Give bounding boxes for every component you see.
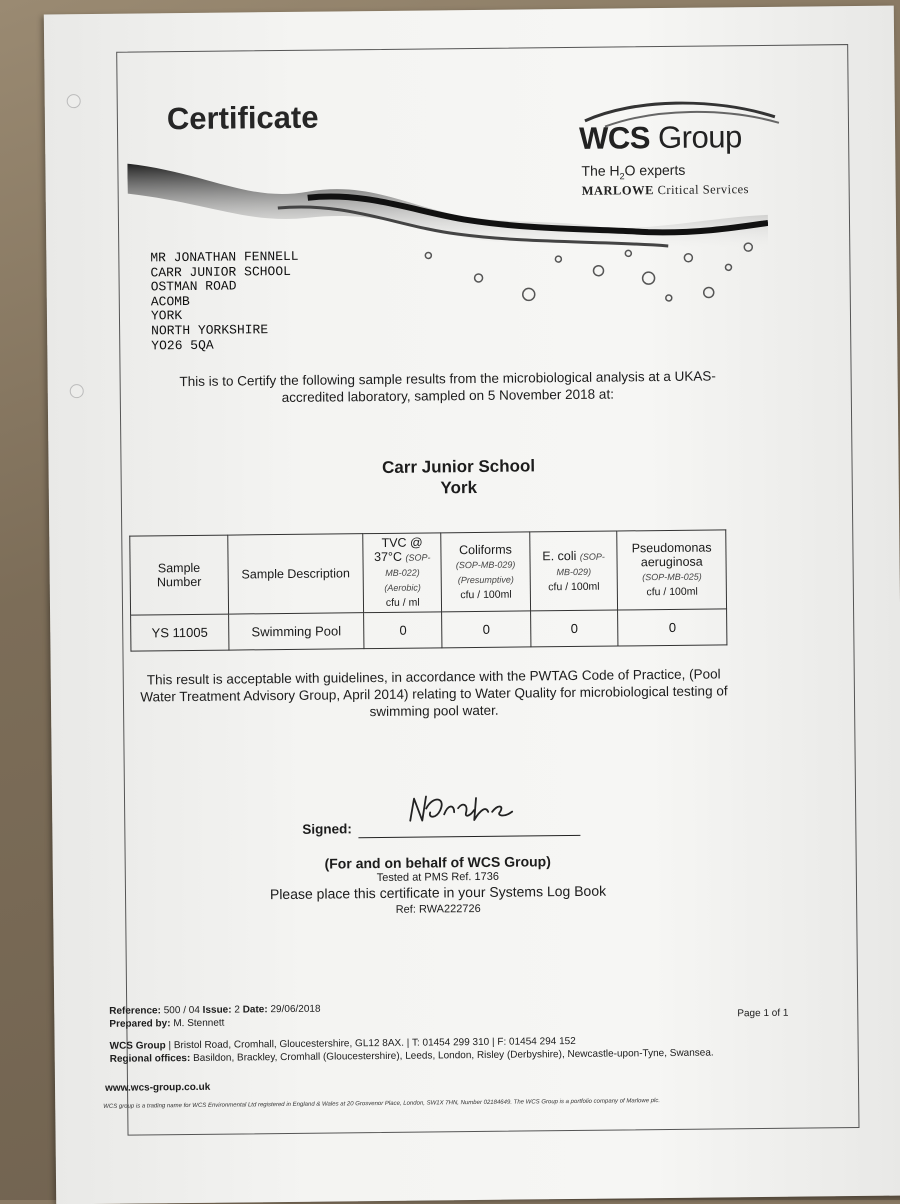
on-behalf-text: (For and on behalf of WCS Group) (324, 853, 551, 872)
header-ecoli-unit: cfu / 100ml (548, 580, 600, 593)
header-pseudomonas (617, 530, 726, 610)
regional-label: Regional offices: (109, 1053, 191, 1065)
reference-number: Ref: RWA222726 (395, 902, 481, 916)
table-row (131, 609, 727, 651)
issue-label: Issue: (202, 1004, 232, 1016)
logo-tagline-post: O experts (624, 161, 686, 179)
cell-ecoli: 0 (530, 610, 618, 647)
signed-label: Signed: (302, 821, 352, 837)
header-tvc (363, 533, 442, 613)
address-line: OSTMAN ROAD (150, 278, 237, 295)
logo-tagline-sub: 2 (619, 171, 625, 182)
reference-label: Reference: (109, 1005, 161, 1017)
wcs-group-logo (565, 99, 796, 211)
legal-notice: WCS group is a trading name for WCS Environmental Ltd registered in England & Wales at 20 Grosvenor Place, London, SW1X 7HN, Number 02184649. The WCS Group is a portfolio company of Marlowe plc. (103, 1098, 661, 1110)
logo-subbrand-rest: Critical Services (653, 182, 750, 198)
address-line: NORTH YORKSHIRE (151, 322, 269, 339)
address-line: MR JONATHAN FENNELL (150, 248, 299, 266)
header-ecoli-method: (SOP-MB-029) (556, 551, 605, 577)
header-sample-description: Sample Description (228, 534, 364, 614)
company-label: WCS Group (109, 1040, 166, 1052)
logo-tagline (581, 162, 685, 182)
cell-coliforms: 0 (442, 611, 531, 648)
header-ecoli-main: E. coli (542, 548, 577, 563)
logo-tagline-pre: The H (581, 162, 620, 179)
sample-location (248, 454, 668, 500)
reference-value: 500 / 04 (160, 1004, 203, 1017)
page-number: Page 1 of 1 (737, 1007, 789, 1020)
certification-intro: This is to Certify the following sample results from the microbiological analysis at a UKAS-accredited laboratory, sampled on 5 November 2018 at: (179, 368, 716, 406)
logo-subbrand (582, 182, 749, 199)
address-line: ACOMB (150, 293, 190, 310)
header-ecoli (530, 531, 619, 611)
tested-at-text: Tested at PMS Ref. 1736 (376, 870, 500, 885)
document-reference-block (109, 1003, 321, 1031)
header-sample-number: Sample Number (130, 535, 229, 615)
header-coliforms-note: (Presumptive) (457, 574, 514, 585)
certificate-page (44, 6, 900, 1204)
cell-tvc: 0 (364, 612, 443, 649)
header-tvc-unit: cfu / ml (385, 596, 420, 609)
company-address: | Bristol Road, Cromhall, Gloucestershire, GL12 8AX. | T: 01454 299 310 | F: 01454 294 152 (165, 1035, 576, 1052)
header-coliforms-method: (SOP-MB-029) (455, 559, 516, 570)
prepared-value: M. Stennett (170, 1017, 225, 1030)
header-coliforms (441, 532, 530, 612)
logo-brand-rest: Group (649, 119, 742, 156)
address-line: YORK (150, 308, 183, 324)
cell-sample-description: Swimming Pool (228, 613, 364, 650)
prepared-label: Prepared by: (109, 1018, 171, 1030)
log-book-instruction: Please place this certificate in your Systems Log Book (269, 882, 607, 903)
school-town: York (440, 477, 478, 498)
recipient-address (150, 250, 299, 354)
cell-pseudomonas: 0 (618, 609, 727, 646)
address-line: CARR JUNIOR SCHOOL (150, 263, 292, 280)
header-coliforms-unit: cfu / 100ml (460, 588, 512, 601)
handwritten-signature (404, 789, 524, 830)
header-coliforms-main: Coliforms (459, 542, 512, 557)
regional-offices: Basildon, Brackley, Cromhall (Gloucestershire), Leeds, London, Risley (Derbyshire), Newcastle-upon-Tyne, Swansea. (190, 1047, 714, 1065)
table-header-row (130, 530, 727, 615)
header-pseudomonas-unit: cfu / 100ml (646, 585, 698, 599)
date-value: 29/06/2018 (267, 1003, 321, 1016)
header-tvc-main: TVC @ 37°C (373, 535, 423, 565)
date-label: Date: (242, 1004, 268, 1016)
header-tvc-method: (SOP-MB-022) (385, 552, 431, 578)
school-name: Carr Junior School (381, 456, 536, 477)
punch-hole (67, 94, 81, 108)
header-pseudomonas-method: (SOP-MB-025) (642, 571, 702, 583)
certificate-title: Certificate (166, 99, 319, 137)
logo-brand-bold: WCS (578, 120, 651, 156)
results-table (129, 529, 727, 651)
punch-hole (70, 384, 84, 398)
header-pseudomonas-main: Pseudomonas aeruginosa (631, 540, 712, 570)
website-link[interactable]: www.wcs-group.co.uk (104, 1081, 211, 1094)
cell-sample-number: YS 11005 (131, 614, 229, 651)
logo-subbrand-caps: MARLOWE (581, 183, 654, 198)
address-line: YO26 5QA (151, 337, 214, 353)
header-tvc-note: (Aerobic) (384, 582, 421, 593)
acceptability-statement: This result is acceptable with guidelines, in accordance with the PWTAG Code of Practice, (Pool Water Treatment Advisory Group, April 2014) relating to Water Quality for microbiological testing of swimming pool water. (140, 666, 728, 720)
issue-value: 2 (231, 1004, 243, 1016)
